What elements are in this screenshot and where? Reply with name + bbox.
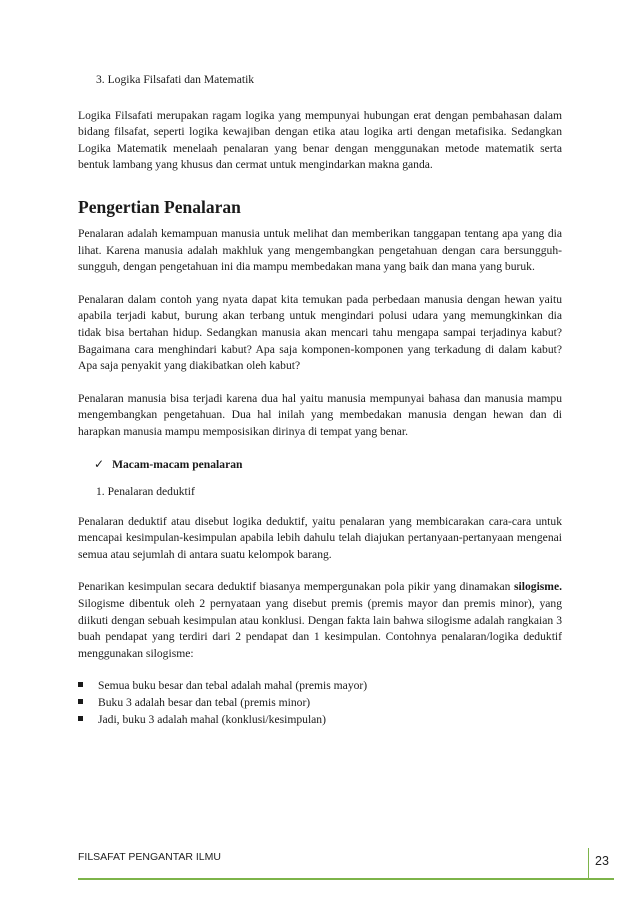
footer-text: FILSAFAT PENGANTAR ILMU xyxy=(78,851,221,863)
square-bullet-icon xyxy=(78,682,83,687)
paragraph-2: Penalaran dalam contoh yang nyata dapat kita temukan pada perbedaan manusia dengan hewan yaitu apabila terjadi kabut, burung akan terbang untuk mengindari polusi udara yang memungkinkan dia tidak bisa bertahan hidup. Sedangkan manusia akan mencari tahu mengapa sampai terjadinya kabut? Bagaimana cara menghindari kabut? Apa saja komponen-komponen yang terkadung di dalam kabut? Apa saja penyakit yang diakibatkan oleh kabut? xyxy=(78,292,562,373)
paragraph-deduktif: Penalaran deduktif atau disebut logika deduktif, yaitu penalaran yang membicarakan cara-cara untuk mencapai kesimpulan-kesimpulan apabila lebih dahulu telah diajukan pertanyaan-pertanyaan mengenai semua atau sejumlah di antara suatu kelompok barang. xyxy=(78,514,562,561)
silogisme-bold-term: silogisme. xyxy=(514,580,562,594)
checklist-item xyxy=(78,457,562,474)
checkmark-icon: ✓ xyxy=(94,456,105,471)
list-item xyxy=(78,678,562,695)
numbered-item-deduktif: 1. Penalaran deduktif xyxy=(96,485,195,499)
list-item-text: Buku 3 adalah besar dan tebal (premis minor) xyxy=(98,696,311,710)
numbered-item-logika-filsafati: 3. Logika Filsafati dan Matematik xyxy=(96,73,255,86)
checklist-label: Macam-macam penalaran xyxy=(112,457,243,471)
page-content xyxy=(78,72,562,728)
paragraph-silogisme xyxy=(78,579,562,662)
page-number-divider xyxy=(588,848,589,880)
list-item-text: Jadi, buku 3 adalah mahal (konklusi/kesimpulan) xyxy=(98,712,326,726)
square-bullet-icon xyxy=(78,699,83,704)
list-item xyxy=(78,712,562,729)
page-number: 23 xyxy=(595,854,609,868)
list-item xyxy=(78,695,562,712)
list-item-text: Semua buku besar dan tebal adalah mahal (premis mayor) xyxy=(98,679,368,693)
paragraph-3: Penalaran manusia bisa terjadi karena dua hal yaitu manusia mempunyai bahasa dan manusia mampu mengembangkan pengetahuan. Dua hal inilah yang membedakan manusia dengan hewan dan di harapkan manusia mampu memposisikan dirinya di tempat yang benar. xyxy=(78,391,562,438)
bullet-list xyxy=(78,678,562,728)
silogisme-text-after: Silogisme dibentuk oleh 2 pernyataan yang disebut premis (premis mayor dan premis minor), yang diikuti dengan sebuah kesimpulan atau konklusi. Dengan fakta lain bahwa silogisme adalah rangkaian 3 buah pendapat yang terdiri dari 2 pendapat dan 1 kesimpulan. Contohnya penalaran/logika deduktif menggunakan silogisme: xyxy=(78,597,562,660)
square-bullet-icon xyxy=(78,716,83,721)
paragraph-logika-filsafati: Logika Filsafati merupakan ragam logika yang mempunyai hubungan erat dengan pembahasan dalam bidang filsafat, seperti logika kewajiban dengan etika atau logika arti dengan metafisika. Sedangkan Logika Matematik menelaah penalaran yang benar dengan menggunakan metode matematik serta bentuk lambang yang khusus dan cermat untuk mengindarkan makna ganda. xyxy=(78,108,562,172)
footer-rule xyxy=(78,878,614,880)
section-heading: Pengertian Penalaran xyxy=(78,196,241,217)
silogisme-text-before: Penarikan kesimpulan secara deduktif biasanya mempergunakan pola pikir yang dinamakan xyxy=(78,580,515,594)
paragraph-1: Penalaran adalah kemampuan manusia untuk melihat dan memberikan tanggapan tentang apa yang dia lihat. Karena manusia adalah makhluk yang mengembangkan pengetahuan dengan cara bersungguh-sungguh, dengan pengetahuan ini dia mampu membedakan mana yang baik dan mana yang buruk. xyxy=(78,226,562,274)
